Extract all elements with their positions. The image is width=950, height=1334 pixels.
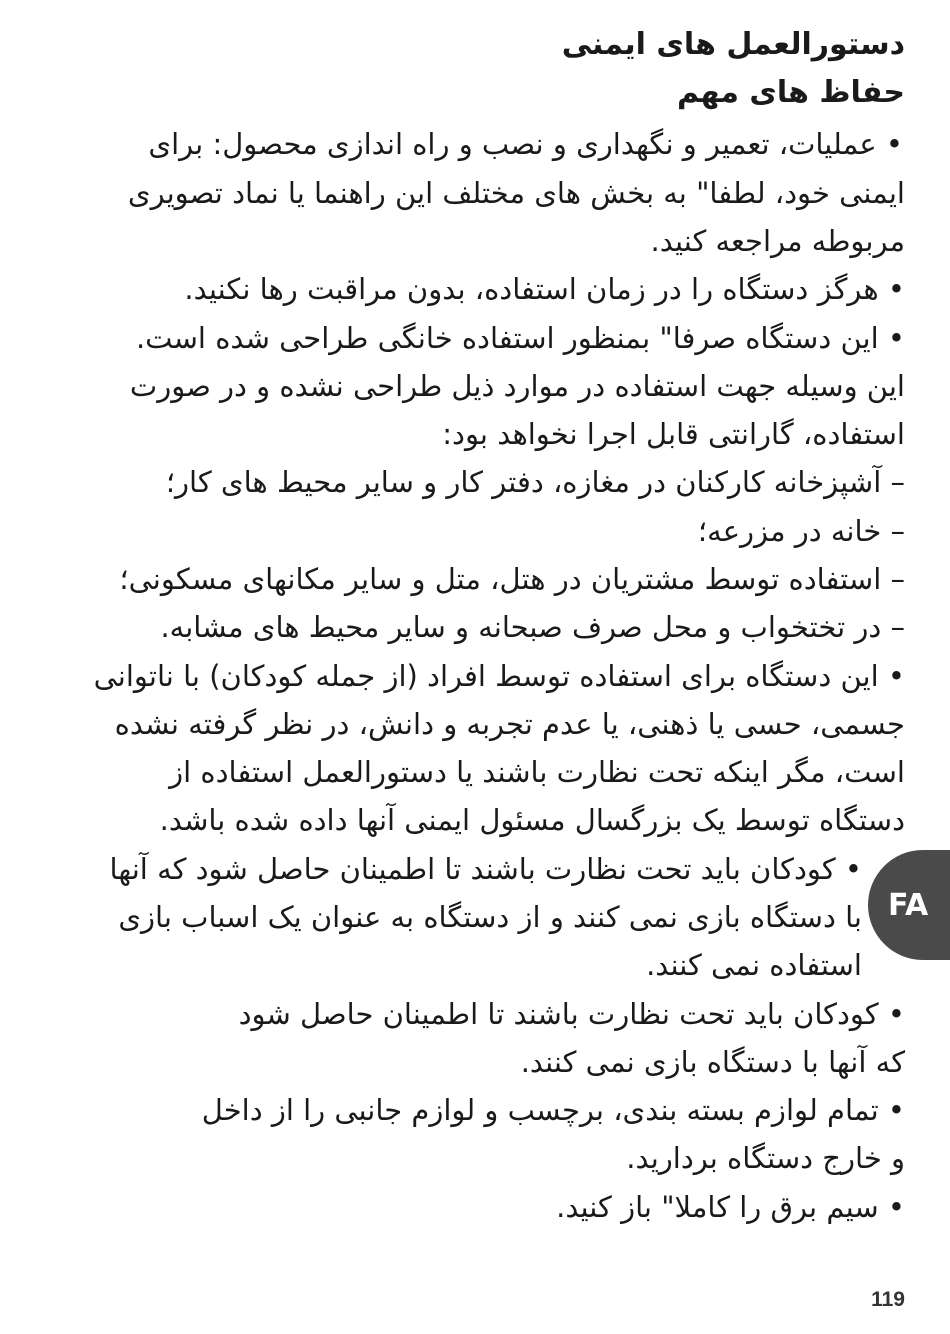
text-line: استفاده نمی کنند. xyxy=(646,948,862,982)
text-line: که آنها با دستگاه بازی نمی کنند. xyxy=(520,1045,905,1079)
text-line: • کودکان باید تحت نظارت باشند تا اطمینان حاصل شود که آنها xyxy=(109,852,862,886)
text-line: ایمنی خود، لطفا" به بخش های مختلف این راهنما یا نماد تصویری xyxy=(127,176,905,210)
text-line: – در تختخواب و محل صرف صبحانه و سایر محیط های مشابه. xyxy=(160,610,905,644)
text-line: • کودکان باید تحت نظارت باشند تا اطمینان حاصل شود xyxy=(238,997,905,1031)
text-line: استفاده، گارانتی قابل اجرا نخواهد بود: xyxy=(442,417,905,451)
text-line: • این دستگاه برای استفاده توسط افراد (از جمله کودکان) با ناتوانی xyxy=(93,659,905,693)
page-subtitle: حفاظ های مهم xyxy=(677,75,905,110)
text-line: با دستگاه بازی نمی کنند و از دستگاه به عنوان یک اسباب بازی xyxy=(118,900,862,934)
text-line: • عملیات، تعمیر و نگهداری و نصب و راه اندازی محصول: برای xyxy=(148,127,903,161)
text-line: • هرگز دستگاه را در زمان استفاده، بدون مراقبت رها نکنید. xyxy=(184,272,905,306)
text-line: این وسیله جهت استفاده در موارد ذیل طراحی نشده و در صورت xyxy=(129,369,905,403)
text-line: – خانه در مزرعه؛ xyxy=(697,514,905,548)
page-number: 119 xyxy=(871,1288,905,1311)
language-code: FA xyxy=(888,887,929,923)
text-line: • سیم برق را کاملا" باز کنید. xyxy=(556,1190,905,1224)
language-tab xyxy=(868,850,950,960)
text-line: دستگاه توسط یک بزرگسال مسئول ایمنی آنها داده شده باشد. xyxy=(159,803,905,837)
text-line: مربوطه مراجعه کنید. xyxy=(650,224,905,258)
text-line: • این دستگاه صرفا" بمنظور استفاده خانگی طراحی شده است. xyxy=(135,321,905,355)
text-line: – آشپزخانه کارکنان در مغازه، دفتر کار و سایر محیط های کار؛ xyxy=(165,465,905,499)
text-line: – استفاده توسط مشتریان در هتل، متل و سایر مکانهای مسکونی؛ xyxy=(119,562,905,596)
page-title: دستورالعمل های ایمنی xyxy=(561,27,905,62)
text-line: • تمام لوازم بسته بندی، برچسب و لوازم جانبی را از داخل xyxy=(201,1093,905,1127)
text-line: و خارج دستگاه بردارید. xyxy=(626,1141,905,1175)
text-line: است، مگر اینکه تحت نظارت باشند یا دستورالعمل استفاده از xyxy=(169,755,905,789)
text-line: جسمی، حسی یا ذهنی، یا عدم تجربه و دانش، در نظر گرفته نشده xyxy=(114,707,905,741)
